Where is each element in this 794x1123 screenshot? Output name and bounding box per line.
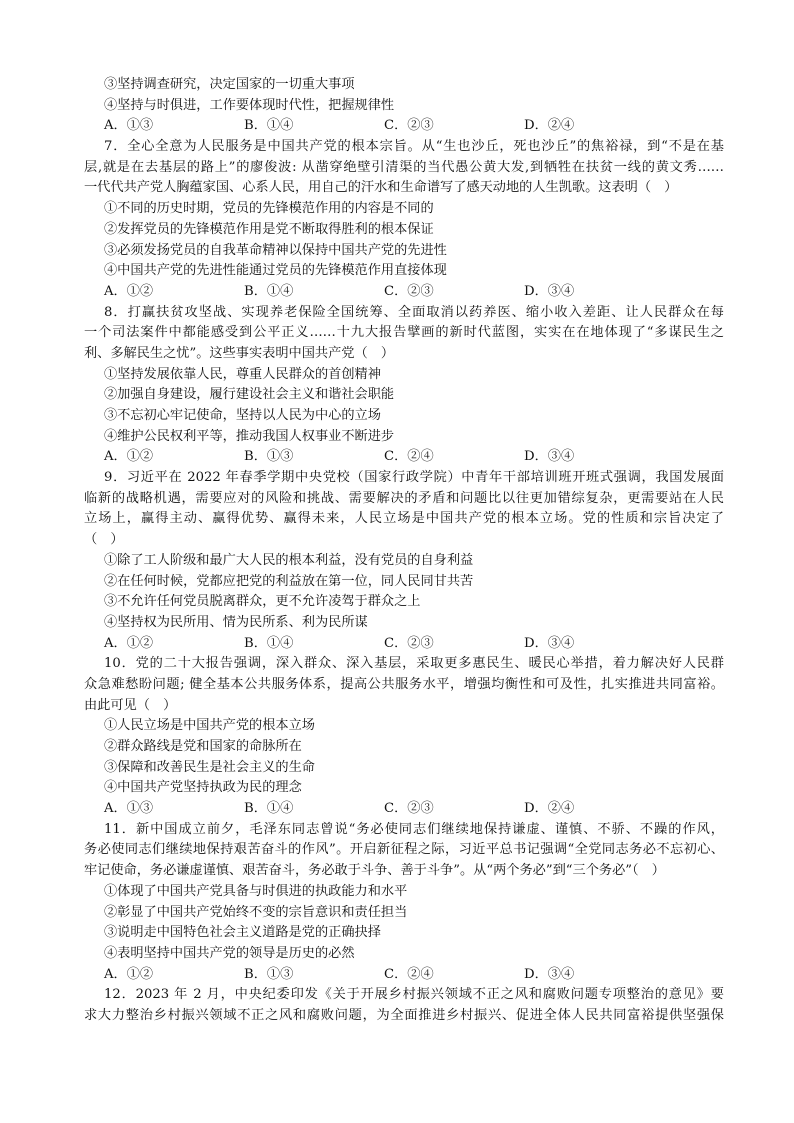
question-stem-line: 一个司法案件中都能感受到公平正义……十九大报告擘画的新时代蓝图，实实在在地体现了“多谋民生之: [84, 325, 724, 341]
answer-choices: [84, 799, 724, 820]
question-6: [84, 75, 724, 137]
option-line: ①体现了中国共产党具备与时俱进的执政能力和水平: [104, 883, 408, 899]
option-line: ①坚持发展依靠人民，尊重人民群众的首创精神: [104, 366, 381, 382]
choice-d: D．③④: [524, 635, 575, 651]
question-stem-line: 层,就是在去基层的路上”的廖俊波: 从凿穿绝壁引清渠的当代愚公黄大发,到牺牲在扶贫一线的黄文秀……: [84, 159, 724, 175]
choice-c: C．②③: [384, 801, 434, 817]
question-8: [84, 303, 724, 469]
choice-c: C．②④: [384, 449, 434, 465]
option-line: ④中国共产党坚持执政为民的理念: [104, 780, 302, 796]
option-line: ④坚持与时俱进，工作要体现时代性，把握规律性: [104, 97, 395, 113]
option-line: ①除了工人阶级和最广大人民的根本利益，没有党员的自身利益: [104, 552, 474, 568]
choice-d: D．②④: [524, 118, 575, 134]
option-line: ①不同的历史时期，党员的先锋模范作用的内容是不同的: [104, 201, 434, 217]
question-stem-line: 9．习近平在 2022 年春季学期中央党校（国家行政学院）中青年干部培训班开班式强调，我国发展面: [104, 470, 724, 486]
question-7: [84, 137, 724, 303]
choice-c: C．②③: [384, 283, 434, 299]
option-line: ④坚持权为民所用、情为民所系、利为民所谋: [104, 614, 368, 630]
question-stem-line: （ ）: [84, 532, 124, 548]
question-stem-line: 7．全心全意为人民服务是中国共产党的根本宗旨。从“生也沙丘，死也沙丘”的焦裕禄，到“不是在基: [104, 139, 724, 155]
option-line: ③不忘初心牢记使命，坚持以人民为中心的立场: [104, 408, 381, 423]
question-stem-line: 12．2023 年 2 月，中央纪委印发《关于开展乡村振兴领域不正之风和腐败问题专项整治的意见》要: [104, 987, 724, 1003]
exam-content: [84, 75, 724, 1027]
answer-choices: [84, 116, 724, 137]
question-stem-line: 一代代共产党人胸蕴家国、心系人民，用自己的汗水和生命谱写了感天动地的人生凯歌。这表明（ ）: [84, 180, 678, 196]
question-11: [84, 820, 724, 986]
choice-a: A．①②: [104, 283, 154, 299]
choice-a: A．①③: [104, 118, 154, 134]
option-line: ②群众路线是党和国家的命脉所在: [104, 739, 302, 754]
option-line: ②在任何时候，党都应把党的利益放在第一位，同人民同甘共苦: [104, 573, 474, 589]
choice-c: C．②④: [384, 966, 434, 982]
choice-d: D．③④: [524, 283, 575, 299]
choice-d: D．③④: [524, 966, 575, 982]
choice-d: D．②④: [524, 801, 575, 817]
option-line: ③不允许任何党员脱离群众，更不允许凌驾于群众之上: [104, 594, 421, 610]
option-line: ④维护公民权利平等，推动我国人权事业不断进步: [104, 428, 395, 444]
option-line: ①人民立场是中国共产党的根本立场: [104, 718, 315, 734]
option-line: ③保障和改善民生是社会主义的生命: [104, 759, 315, 775]
question-12: [84, 985, 724, 1026]
choice-a: A．①②: [104, 966, 154, 982]
choice-b: B．①④: [244, 635, 294, 651]
question-stem-line: 利、多解民生之忧”。这些事实表明中国共产党（ ）: [84, 345, 395, 361]
option-line: ②加强自身建设，履行建设社会主义和谐社会职能: [104, 387, 395, 403]
choice-a: A．①②: [104, 449, 154, 465]
answer-choices: [84, 965, 724, 986]
answer-choices: [84, 447, 724, 468]
answer-choices: [84, 282, 724, 303]
question-stem-line: 牢记使命，务必谦虚谨慎、艰苦奋斗，务必敢于斗争、善于斗争”。从“两个务必”到“三个务必”（ ）: [84, 863, 665, 879]
option-line: ③坚持调查研究，决定国家的一切重大事项: [104, 77, 355, 92]
question-stem-line: 务必使同志们继续地保持艰苦奋斗的作风”。开启新征程之际，习近平总书记强调“全党同志务必不忘初心、: [84, 842, 724, 858]
option-line: ②彰显了中国共产党始终不变的宗旨意识和责任担当: [104, 904, 408, 920]
answer-choices: [84, 634, 724, 655]
question-9: [84, 468, 724, 654]
choice-b: B．①③: [244, 449, 294, 465]
question-stem-line: 临新的战略机遇，需要应对的风险和挑战、需要解决的矛盾和问题比以往更加错综复杂，更需要站在人民: [84, 490, 724, 506]
question-stem-line: 由此可见（ ）: [84, 697, 177, 713]
option-line: ④中国共产党的先进性能通过党员的先锋模范作用直接体现: [104, 263, 447, 279]
question-stem-line: 11．新中国成立前夕，毛泽东同志曾说“务必使同志们继续地保持谦虚、谨慎、不骄、不躁的作风，: [104, 821, 724, 837]
question-stem-line: 8．打赢扶贫攻坚战、实现养老保险全国统筹、全面取消以药养医、缩小收入差距、让人民群众在每: [104, 304, 724, 320]
choice-b: B．①④: [244, 283, 294, 299]
question-stem-line: 众急难愁盼问题; 健全基本公共服务体系，提高公共服务水平，增强均衡性和可及性，扎实推进共同富裕。: [84, 676, 724, 692]
choice-c: C．②③: [384, 118, 434, 134]
choice-b: B．①③: [244, 966, 294, 982]
option-line: ④表明坚持中国共产党的领导是历史的必然: [104, 945, 355, 961]
choice-b: B．①④: [244, 118, 294, 134]
choice-b: B．①④: [244, 801, 294, 817]
choice-d: D．③④: [524, 449, 575, 465]
choice-a: A．①③: [104, 801, 154, 817]
question-stem-line: 立场上，赢得主动、赢得优势、赢得未来，人民立场是中国共产党的根本立场。党的性质和宗旨决定了: [84, 511, 724, 527]
question-stem-line: 求大力整治乡村振兴领域不正之风和腐败问题，为全面推进乡村振兴、促进全体人民共同富裕提供坚强保: [84, 1007, 724, 1023]
question-stem-line: 10．党的二十大报告强调，深入群众、深入基层，采取更多惠民生、暖民心举措，着力解决好人民群: [104, 656, 724, 672]
choice-c: C．②③: [384, 635, 434, 651]
question-10: [84, 654, 724, 820]
option-line: ③说明走中国特色社会主义道路是党的正确抉择: [104, 925, 381, 941]
option-line: ③必须发扬党员的自我革命精神以保持中国共产党的先进性: [104, 242, 447, 258]
option-line: ②发挥党员的先锋模范作用是党不断取得胜利的根本保证: [104, 221, 434, 237]
choice-a: A．①②: [104, 635, 154, 651]
